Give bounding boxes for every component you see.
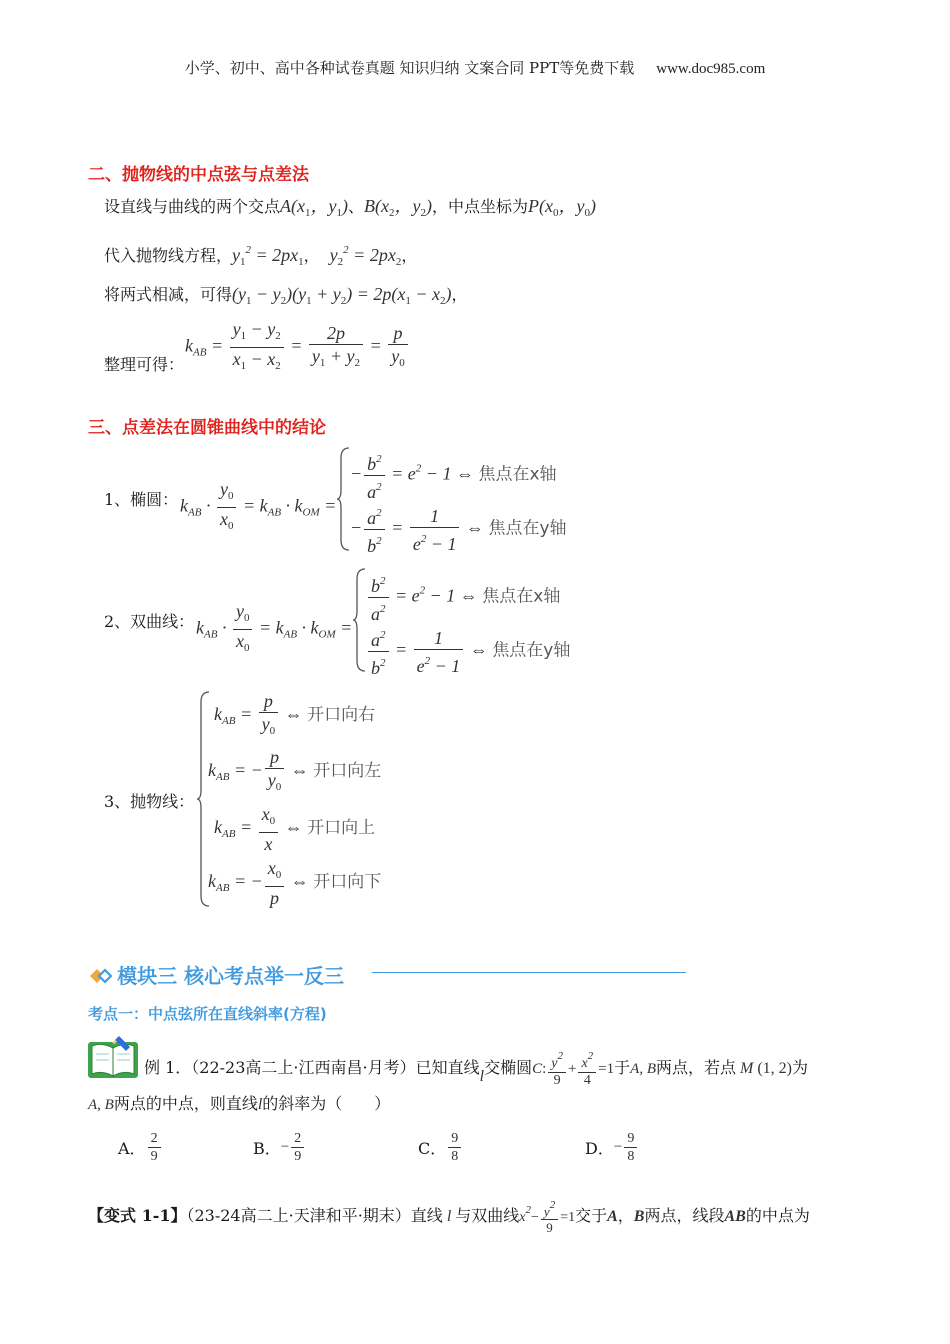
option-c[interactable]: C． $\frac{9}{8}$: [418, 1130, 463, 1165]
example1-line1: 例 1．（22-23高二上·江西南昌·月考）已知直线l交椭圆C: $\frac{y^2}{9}$ + $\frac{x^2}{4}$ =1于A, B两点，若点 M (1, 2)为: [144, 1050, 808, 1088]
parabola-case-right: $k_{AB}$ = $\frac{p}{y_0}$ ⇔ 开口向右: [214, 691, 376, 737]
parabola-case-up: $k_{AB}$ = $\frac{x_0}{x}$ ⇔ 开口向上: [214, 804, 376, 854]
section3-title: 三、点差法在圆锥曲线中的结论: [88, 418, 326, 438]
hyperbola-label: 2、双曲线：: [104, 612, 195, 631]
section2-line1: 设直线与曲线的两个交点$A(x_1$，$y_1$)、$B(x_2$，$y_2$)，中点坐标为$P(x_0$，$y_0$): [104, 196, 596, 219]
option-d[interactable]: D．− $\frac{9}{8}$: [585, 1130, 639, 1165]
ellipse-case-x: − $\frac{b^2}{a^2}$ = $e^2 - 1$ ⇔ 焦点在x轴: [350, 448, 557, 503]
section2-line2: 代入抛物线方程，$y_1^2 = 2px_1$， $y_2^2 = 2px_2$，: [104, 244, 418, 268]
section2-line3: 将两式相减，可得$(y_1 - y_2)(y_1 + y_2) = 2p(x_1 - x_2)$，: [104, 284, 468, 307]
module-divider: [372, 972, 686, 973]
header-site[interactable]: www.doc985.com: [656, 61, 766, 77]
kaodian-title: 考点一：中点弦所在直线斜率(方程): [88, 1005, 327, 1023]
hyperbola-case-y: $\frac{a^2}{b^2}$ = $\frac{1}{e^2 - 1}$ ⇔ 焦点在y轴: [366, 624, 570, 679]
book-pencil-icon: [86, 1034, 142, 1080]
parabola-case-left: $k_{AB}$ = − $\frac{p}{y_0}$ ⇔ 开口向左: [208, 747, 382, 793]
header-text: 小学、初中、高中各种试卷真题 知识归纳 文案合同 PPT等免费下载: [184, 59, 635, 77]
module-banner: [88, 960, 344, 989]
module-title: 模块三 核心考点举一反三: [117, 964, 345, 988]
ellipse-case-y: − $\frac{a^2}{b^2}$ = $\frac{1}{e^2 - 1}$ ⇔ 焦点在y轴: [350, 502, 567, 557]
slope-formula-parabola: $k_{AB}$ = $\frac{y_1 - y_2}{x_1 - x_2}$ = $\frac{2p}{y_1 + y_2}$ = $\frac{p}{y_0}$: [185, 318, 410, 377]
parabola-case-down: $k_{AB}$ = − $\frac{x_0}{p}$ ⇔ 开口向下: [208, 858, 382, 908]
example1-line2: A, B两点的中点，则直线l的斜率为（ ）: [88, 1094, 391, 1113]
option-b[interactable]: B．− $\frac{2}{9}$: [253, 1130, 306, 1165]
page-header: [0, 57, 950, 78]
hyperbola-case-x: $\frac{b^2}{a^2}$ = $e^2 - 1$ ⇔ 焦点在x轴: [366, 570, 560, 625]
hyperbola-formula-left: $k_{AB}$ · $\frac{y_0}{x_0}$ = $k_{AB} \cdot k_{OM}$ =: [196, 601, 353, 654]
variant-line: 【变式 1-1】（23-24高二上·天津和平·期末）直线 l 与双曲线$x^2-$ $\frac{y^2}{9}$ =1交于A，B两点，线段AB的中点为: [88, 1199, 810, 1235]
section2-title: 二、抛物线的中点弦与点差法: [88, 165, 309, 185]
option-a[interactable]: A． $\frac{2}{9}$: [118, 1130, 163, 1165]
ellipse-formula-left: $k_{AB}$ · $\frac{y_0}{x_0}$ = $k_{AB} \cdot k_{OM}$ =: [180, 479, 337, 532]
diamond-chevron-icon: [88, 965, 112, 987]
parabola-label: 3、抛物线：: [104, 792, 195, 811]
ellipse-label: 1、椭圆：: [104, 490, 179, 509]
section2-line4-label: 整理可得：: [104, 355, 185, 374]
